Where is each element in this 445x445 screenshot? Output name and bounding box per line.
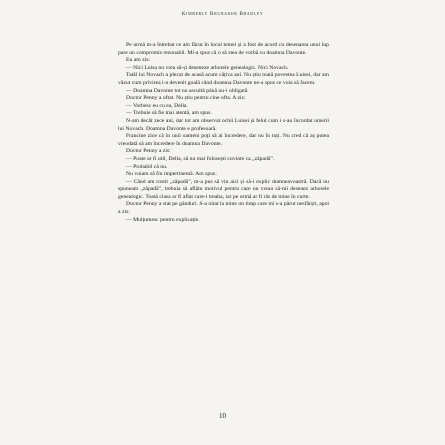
paragraph: Doctor Penny a zis: <box>126 148 171 155</box>
paragraph: Doctor Penny a stat pe gânduri. S-a uitat la mine un timp care mi s-a părut nesfârșit, apoi a zis: <box>118 201 329 216</box>
paragraph: — Probabil că nu. <box>126 163 168 170</box>
page-number: 10 <box>219 412 226 420</box>
paragraph: — Nici Luisa nu vrea să-și deseneze arborele genealogic. Nici Novach. <box>126 64 289 71</box>
running-header: Kimberly Brubaker Bradley <box>181 11 264 17</box>
paragraph: — Poate ar fi util, Della, să nu mai folosești cuvinte ca „zăpadă”. <box>126 155 275 162</box>
paragraph: — Mulțumesc pentru explicație. <box>126 216 200 223</box>
paragraph: N-am decât zece ani, dar tot am observat ochii Luisei și felul cum i s-au încordat umerii lui Novach. Doamna Davonte e profesoară. <box>118 117 329 132</box>
paragraph: — Vorbesc eu cu ea, Della. <box>126 102 188 109</box>
paragraph: Francine zice că în unii oameni poți să ai încredere, dar nu în toți. Nu cred că aș putea vreodată să am încredere în doamna Davonte. <box>118 133 329 147</box>
paragraph: Eu am zis: <box>126 57 151 64</box>
paragraph: Nu voiam să fiu impertinentă. Am spus: <box>126 171 217 178</box>
paragraph: Pe urmă m-a întrebat ce am făcut în locul temei și a fost de acord cu desenarea unui lup pare un compromis rezonabil. Mi-a spus că o să stea de vorbă cu doamna Davonte. <box>118 42 329 56</box>
paragraph: — Trebuie să fie mai atentă, am spus. <box>126 110 212 117</box>
paragraph: Doctor Penny a oftat. Nu știu pentru cine ofta. A zis: <box>126 95 246 102</box>
paragraph: — Când am rostit „zăpadă”, m-a pus să vin aici și să-i explic dumneavoastră. Dacă nu spuneam „zăpadă”, trebuia să aflăm motivul pentru care nu vreau să-mi desenez arborele genealogic. Toată clasa ar fi aflat care-i treaba, iar pe urmă ar fi râs de mine în curte. <box>118 178 329 200</box>
paragraph: Tatăl lui Novach a plecat de acasă acum câțiva ani. Nu știu toată povestea Luisei, dar am văzut cum privirea i-a devenit goală când doamna Davonte ne-a spus ce voia să facem. <box>118 72 329 86</box>
body-text <box>118 42 329 224</box>
paragraph: — Doamna Davonte tot nu ascultă până nu-i obligată. <box>126 87 249 94</box>
